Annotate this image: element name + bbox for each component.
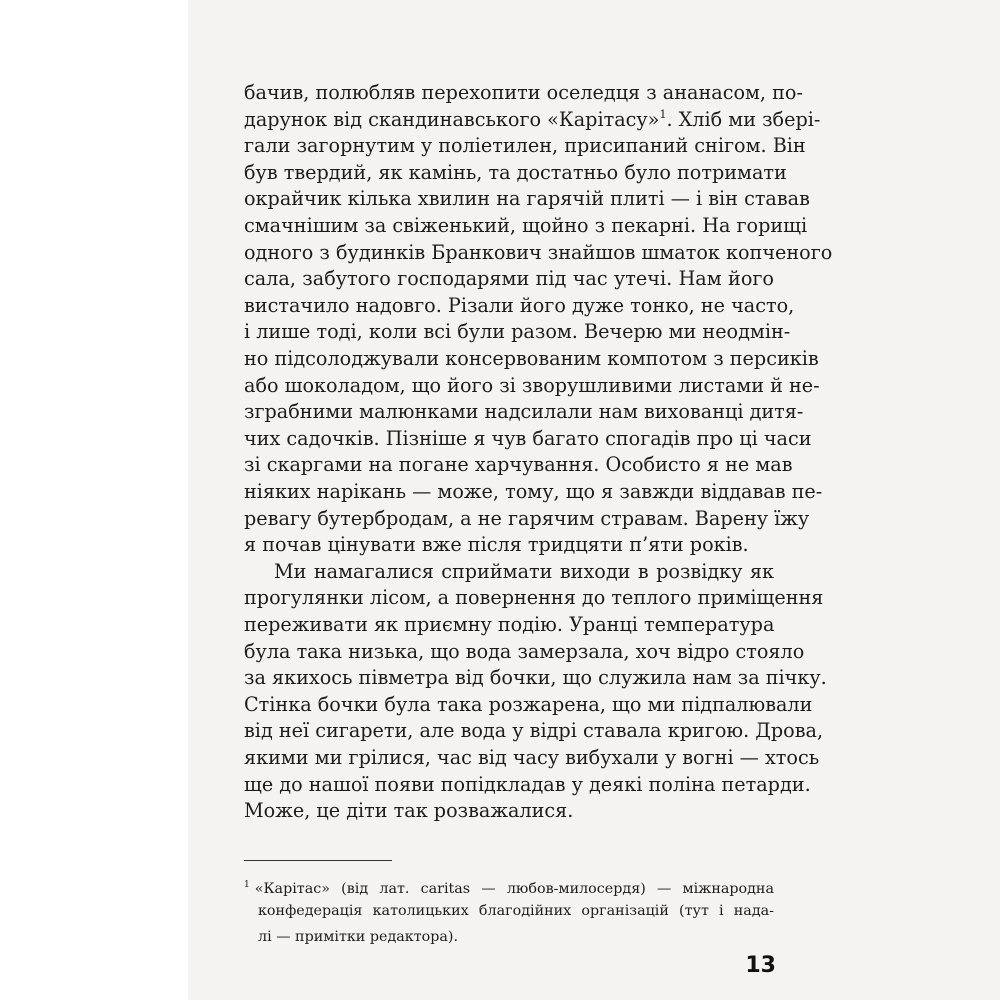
paragraph-2-line-4: була така низька, що вода замерзала, хоч відро стояло [244, 639, 805, 663]
paragraph-1-line-7: одного з будинків Бранкович знайшов шматок копченого [244, 240, 833, 264]
paragraph-1-line-10: і лише тоді, коли всі були разом. Вечерю ми неодмін- [244, 320, 791, 344]
page-number: 13 [745, 953, 776, 978]
paragraph-1-line-15: зі скаргами на погане харчування. Особисто я не мав [244, 453, 793, 477]
paragraph-1-line-2-text: дарунок від скандинавського «Карітасу» [244, 107, 660, 131]
paragraph-1-line-2 [244, 107, 821, 134]
paragraph-1-line-12: або шоколадом, що його зі зворушливими листами й не- [244, 373, 820, 397]
paragraph-2-line-10: Може, це діти так розважалися. [244, 799, 574, 823]
paragraph-2-line-7: від неї сигарети, але вода у відрі ставала кригою. Дрова, [244, 719, 824, 743]
paragraph-1-line-17: ревагу бутербродам, а не гарячим стравам. Варену їжу [244, 506, 810, 530]
paragraph-2-line-8: якими ми грілися, час від часу вибухали у вогні — хтось [244, 746, 820, 769]
paragraph-1-line-9: вистачило надовго. Різали його дуже тонко, не часто, [244, 293, 795, 317]
footnote-reference: 1 [659, 107, 667, 121]
paragraph-2-line-3: переживати як приємну подію. Уранці температура [244, 613, 775, 636]
paragraph-2-line-1: Ми намагалися сприймати виходи в розвідку як [274, 559, 774, 583]
paragraph-1-line-6: смачнішим за свіженький, щойно з пекарні. На горищі [244, 214, 808, 237]
paragraph-2-line-9: ще до нашої появи попідкладав у деякі поліна петарди. [244, 772, 811, 796]
paragraph-1-line-4: був твердий, як камінь, та достатньо було потримати [244, 160, 787, 184]
paragraph-1-line-16: ніяких нарікань — може, тому, що я завжди віддавав пе- [244, 480, 823, 503]
paragraph-1-line-14: чих садочків. Пізніше я чув багато спогадів про ці часи [244, 426, 812, 450]
paragraph-2-line-6: Стінка бочки була така розжарена, що ми підпалювали [244, 692, 813, 716]
footnote-line-3: лі — примітки редактора). [258, 929, 459, 945]
paragraph-1-line-2-tail: . Хліб ми зберi- [666, 107, 821, 131]
paragraph-1-line-1: бачив, полюбляв перехопити оселедця з ананасом, по- [244, 81, 803, 104]
paragraph-1-line-8: сала, забутого господарями під час утечі. Нам його [244, 267, 774, 291]
paragraph-2-line-5: за якихось півметра від бочки, що служила нам за пічку. [244, 666, 827, 690]
footnote-divider [244, 860, 392, 861]
footnote-marker: 1 [244, 880, 250, 890]
paragraph-1-line-18: я почав цінувати вже після тридцяти п’яти років. [244, 533, 749, 557]
paragraph-1-line-13: зграбними малюнками надсилали нам вихованці дитя- [244, 400, 804, 424]
paragraph-2-line-2: прогулянки лісом, а повернення до теплого приміщення [244, 586, 824, 610]
footnote-line-2: конфедерація католицьких благодійних організацій (тут і нада- [258, 903, 774, 919]
paragraph-1-line-5: окрайчик кілька хвилин на гарячій плиті — і він ставав [244, 187, 810, 211]
footnote-line-1-text: «Карітас» (від лат. caritas — любов-милосердя) — міжнародна [254, 881, 774, 897]
paragraph-1-line-3: гали загорнутим у поліетилен, присипаний снігом. Він [244, 134, 806, 158]
paragraph-1-line-11: но підсолоджували консервованим компотом з персиків [244, 347, 819, 370]
footnote-line-1 [244, 872, 774, 898]
